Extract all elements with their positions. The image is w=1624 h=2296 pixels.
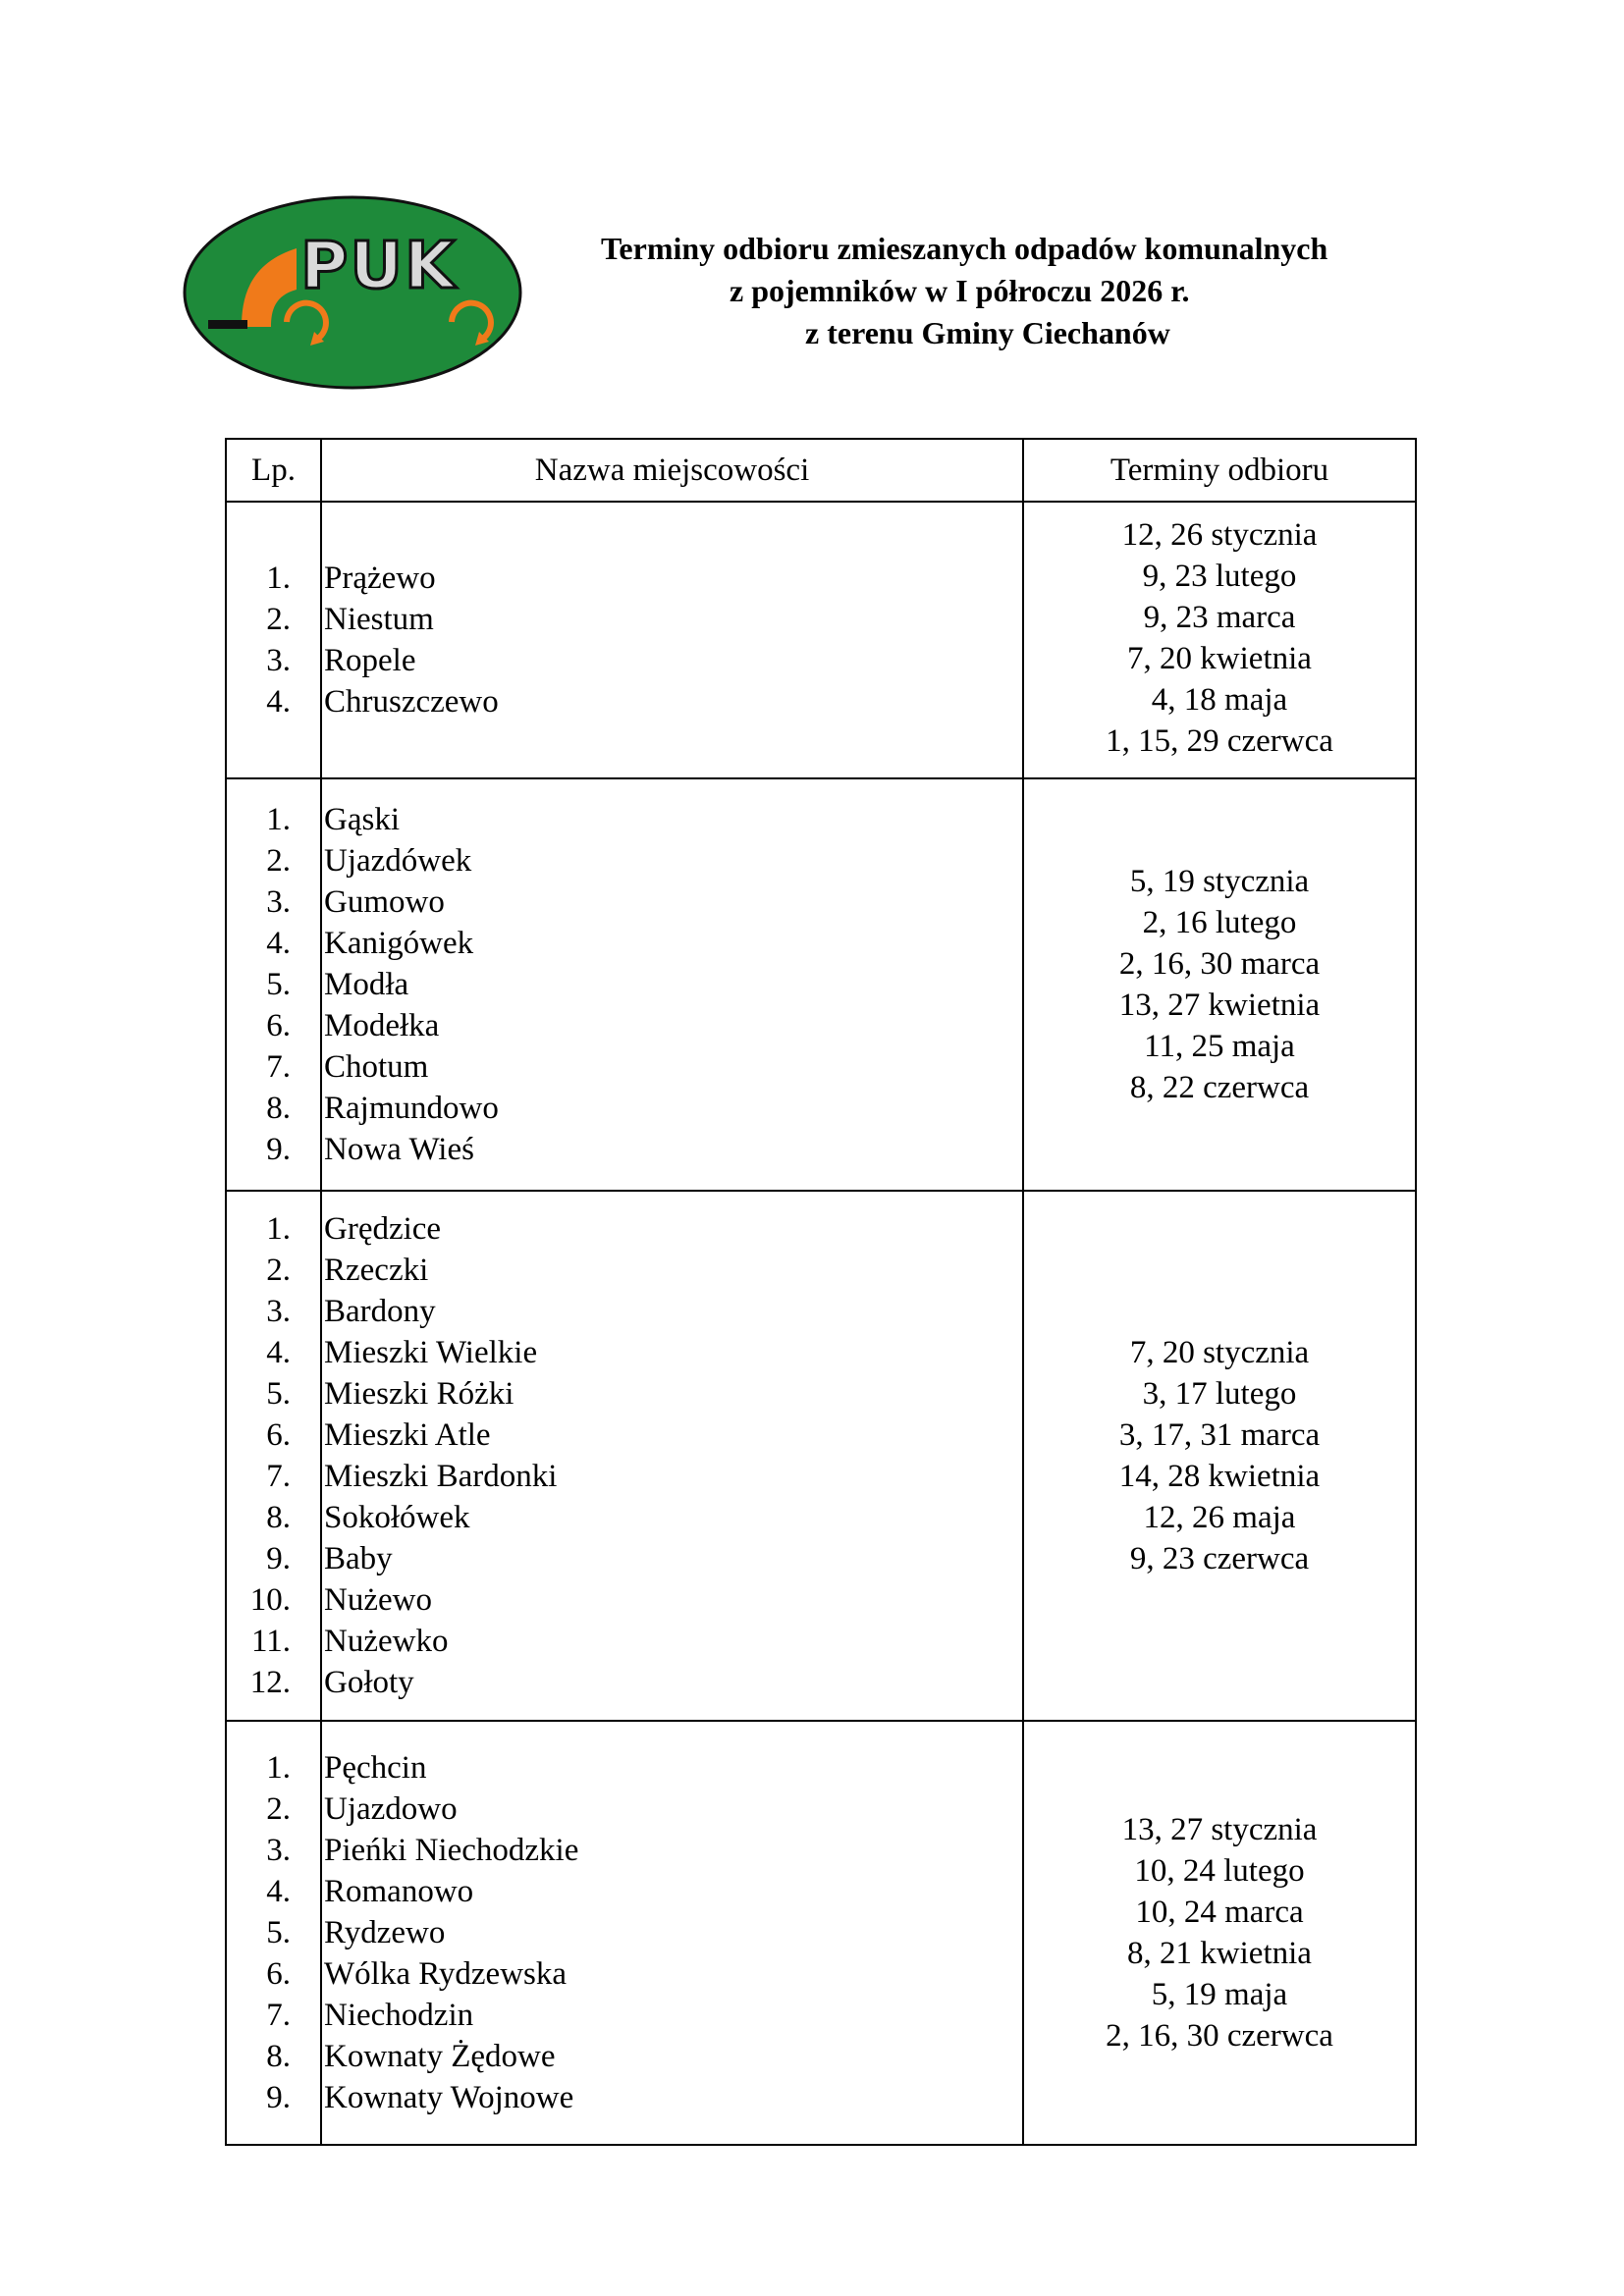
- row-localities: [321, 1191, 1023, 1721]
- collection-date: 8, 21 kwietnia: [1127, 1936, 1312, 1971]
- list-number: 2.: [266, 1791, 291, 1827]
- table-row: [226, 502, 1416, 778]
- locality-name: Modełka: [324, 1008, 440, 1043]
- collection-date: 2, 16 lutego: [1142, 905, 1297, 940]
- row-localities: [321, 502, 1023, 778]
- locality-name: Wólka Rydzewska: [324, 1956, 568, 1992]
- locality-name: Grędzice: [324, 1211, 442, 1247]
- list-number: 4.: [266, 926, 291, 961]
- list-number: 9.: [266, 1541, 291, 1576]
- row-collection-dates: [1023, 778, 1416, 1191]
- locality-name: Romanowo: [324, 1874, 474, 1909]
- row-numbers: [226, 1191, 321, 1721]
- locality-name: Niestum: [324, 602, 434, 637]
- locality-name: Kownaty Wojnowe: [324, 2080, 574, 2115]
- list-number: 8.: [266, 1091, 291, 1126]
- title-line-2: z pojemników w I półroczu 2026 r.: [730, 273, 1190, 308]
- list-number: 7.: [266, 1998, 291, 2033]
- header-lp: Lp.: [226, 439, 321, 502]
- row-localities: [321, 778, 1023, 1191]
- collection-date: 12, 26 maja: [1143, 1500, 1296, 1535]
- locality-name: Rydzewo: [324, 1915, 446, 1950]
- row-collection-dates: [1023, 1191, 1416, 1721]
- list-number: 12.: [249, 1665, 291, 1700]
- locality-name: Gąski: [324, 802, 400, 837]
- locality-name: Mieszki Atle: [324, 1417, 491, 1453]
- locality-name: Mieszki Wielkie: [324, 1335, 538, 1370]
- list-number: 3.: [266, 1294, 291, 1329]
- list-number: 9.: [266, 1132, 291, 1167]
- list-number: 7.: [266, 1049, 291, 1085]
- puk-logo-graphic: [181, 194, 524, 391]
- collection-date: 10, 24 lutego: [1134, 1853, 1305, 1889]
- list-number: 8.: [266, 2039, 291, 2074]
- list-number: 5.: [266, 1915, 291, 1950]
- list-number: 3.: [266, 643, 291, 678]
- locality-name: Chotum: [324, 1049, 429, 1085]
- list-number: 1.: [266, 802, 291, 837]
- list-number: 8.: [266, 1500, 291, 1535]
- header-locality: Nazwa miejscowości: [321, 439, 1023, 502]
- list-number: 6.: [266, 1956, 291, 1992]
- locality-name: Prążewo: [324, 561, 436, 596]
- row-numbers: [226, 778, 321, 1191]
- list-number: 2.: [266, 843, 291, 879]
- logo-text: PUK: [300, 228, 458, 303]
- list-number: 6.: [266, 1008, 291, 1043]
- table-row: [226, 1721, 1416, 2145]
- locality-name: Nowa Wieś: [324, 1132, 474, 1167]
- locality-name: Nużewo: [324, 1582, 432, 1618]
- locality-name: Mieszki Bardonki: [324, 1459, 558, 1494]
- table-header-row: [226, 439, 1416, 502]
- locality-name: Modła: [324, 967, 409, 1002]
- table-row: [226, 1191, 1416, 1721]
- locality-name: Rajmundowo: [324, 1091, 499, 1126]
- locality-name: Chruszczewo: [324, 684, 499, 720]
- collection-date: 3, 17, 31 marca: [1118, 1417, 1321, 1453]
- locality-name: Ropele: [324, 643, 416, 678]
- locality-name: Ujazdowo: [324, 1791, 458, 1827]
- collection-date: 9, 23 lutego: [1142, 559, 1297, 594]
- list-number: 6.: [266, 1417, 291, 1453]
- collection-date: 7, 20 stycznia: [1129, 1335, 1310, 1370]
- locality-name: Rzeczki: [324, 1253, 429, 1288]
- collection-date: 4, 18 maja: [1151, 682, 1288, 718]
- locality-name: Gołoty: [324, 1665, 414, 1700]
- list-number: 5.: [266, 967, 291, 1002]
- list-number: 4.: [266, 684, 291, 720]
- title-line-1: Terminy odbioru zmieszanych odpadów komunalnych: [601, 231, 1328, 266]
- collection-date: 1, 15, 29 czerwca: [1106, 723, 1333, 759]
- list-number: 4.: [266, 1335, 291, 1370]
- collection-date: 8, 22 czerwca: [1129, 1070, 1310, 1105]
- locality-name: Niechodzin: [324, 1998, 474, 2033]
- locality-name: Kownaty Żędowe: [324, 2039, 556, 2074]
- list-number: 11.: [250, 1624, 291, 1659]
- collection-date: 14, 28 kwietnia: [1118, 1459, 1321, 1494]
- locality-name: Pieńki Niechodzkie: [324, 1833, 579, 1868]
- list-number: 3.: [266, 1833, 291, 1868]
- collection-date: 3, 17 lutego: [1142, 1376, 1297, 1412]
- collection-date: 5, 19 maja: [1151, 1977, 1288, 2012]
- collection-date: 11, 25 maja: [1144, 1029, 1295, 1064]
- row-collection-dates: [1023, 502, 1416, 778]
- document-title: [550, 228, 1434, 354]
- puk-logo: [181, 194, 524, 391]
- list-number: 3.: [266, 884, 291, 920]
- collection-date: 9, 23 marca: [1143, 600, 1296, 635]
- collection-date: 12, 26 stycznia: [1121, 517, 1318, 553]
- collection-date: 5, 19 stycznia: [1129, 864, 1310, 899]
- header-dates: Terminy odbioru: [1023, 439, 1416, 502]
- locality-name: Nużewko: [324, 1624, 449, 1659]
- collection-date: 10, 24 marca: [1135, 1895, 1304, 1930]
- list-number: 1.: [266, 561, 291, 596]
- locality-name: Kanigówek: [324, 926, 474, 961]
- list-number: 9.: [266, 2080, 291, 2115]
- locality-name: Baby: [324, 1541, 393, 1576]
- list-number: 2.: [266, 602, 291, 637]
- list-number: 1.: [266, 1750, 291, 1786]
- locality-name: Pęchcin: [324, 1750, 427, 1786]
- list-number: 10.: [249, 1582, 291, 1618]
- list-number: 4.: [266, 1874, 291, 1909]
- table-row: [226, 778, 1416, 1191]
- locality-name: Bardony: [324, 1294, 436, 1329]
- collection-date: 2, 16, 30 czerwca: [1106, 2018, 1333, 2054]
- row-localities: [321, 1721, 1023, 2145]
- locality-name: Mieszki Różki: [324, 1376, 514, 1412]
- collection-date: 13, 27 kwietnia: [1118, 988, 1321, 1023]
- list-number: 5.: [266, 1376, 291, 1412]
- collection-schedule-table: [225, 438, 1417, 2146]
- row-collection-dates: [1023, 1721, 1416, 2145]
- collection-date: 9, 23 czerwca: [1129, 1541, 1310, 1576]
- locality-name: Ujazdówek: [324, 843, 472, 879]
- collection-date: 13, 27 stycznia: [1121, 1812, 1318, 1847]
- locality-name: Sokołówek: [324, 1500, 470, 1535]
- row-numbers: [226, 1721, 321, 2145]
- list-number: 7.: [266, 1459, 291, 1494]
- list-number: 2.: [266, 1253, 291, 1288]
- list-number: 1.: [266, 1211, 291, 1247]
- collection-date: 2, 16, 30 marca: [1118, 946, 1321, 982]
- locality-name: Gumowo: [324, 884, 445, 920]
- title-line-3: z terenu Gminy Ciechanów: [805, 315, 1170, 350]
- collection-date: 7, 20 kwietnia: [1127, 641, 1312, 676]
- row-numbers: [226, 502, 321, 778]
